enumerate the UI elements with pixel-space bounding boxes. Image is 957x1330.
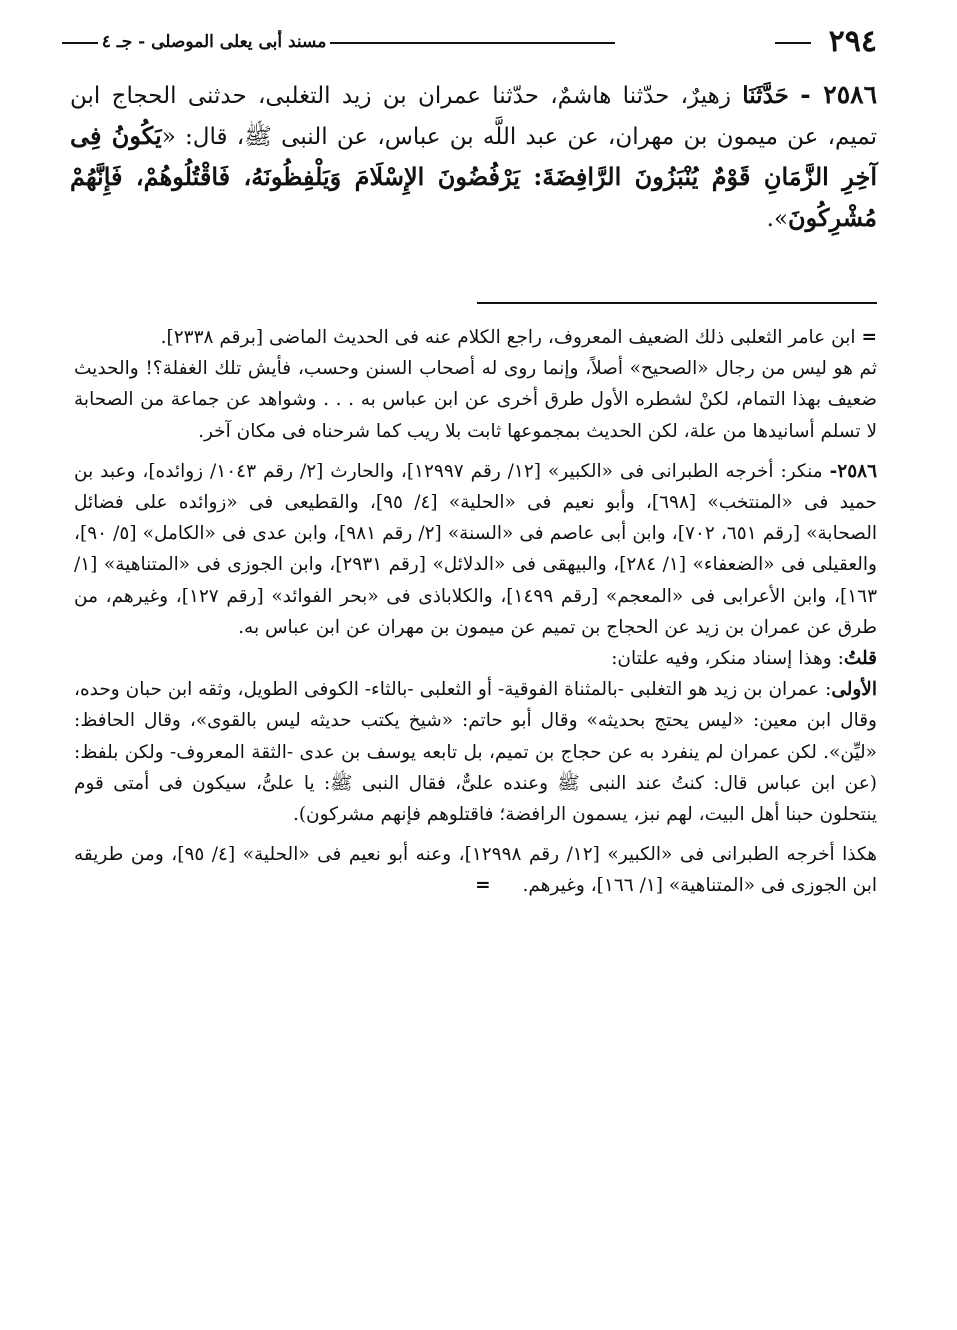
page-number: ٢٩٤ (828, 24, 877, 59)
previous-note-paragraph: ثم هو ليس من رجال «الصحيح» أصلاً، وإنما روى له أصحاب السنن وحسب، فأيش تلك الغفلة؟! والحديث ضعيف بهذا التمام، لكنْ لشطره الأول طرق أخرى عن ابن عباس به . . . وشواهد عن جماعة من الصحابة لا تسلم أسانيدها من علة، لكن الحديث بمجموعها ثابت بلا ريب كما شرحناه فى مكان آخر. (74, 358, 877, 442)
takhrij-text: منكر: أخرجه الطبرانى فى «الكبير» [١٢/ رقم ١٢٩٩٧]، والحارث [٢/ رقم ١٠٤٣/ زوائده]، وعبد بن حميد فى «المنتخب» [٦٩٨]، وأبو نعيم فى «الحلية» [٤/ ٩٥]، والقطيعى فى «زوائده على فضائل الصحابة» [رقم ٦٥١، ٧٠٢]، وابن أبى عاصم فى «السنة» [٢/ رقم ٩٨١]، وابن عدى فى «الكامل» [٥/ ٩٠]، والعقيلى فى «الضعفاء» [١/ ٢٨٤]، والبيهقى فى «الدلائل» [رقم ٢٩٣١]، وابن الجوزى فى «المتناهية» [١/ ١٦٣]، وابن الأعرابى فى «المعجم» [رقم ١٤٩٩]، والكلاباذى فى «بحر الفوائد» [رقم ١٢٧]، وغيرهم، من طرق عن عمران بن زيد عن الحجاج بن تميم عن ميمون بن مهران عن ابن عباس به. (74, 460, 878, 638)
qultu-label: قلتُ (843, 648, 877, 670)
closing-note (74, 839, 877, 901)
closing-note-text: هكذا أخرجه الطبرانى فى «الكبير» [١٢/ رقم ١٢٩٩٨]، وعنه أبو نعيم فى «الحلية» [٤/ ٩٥]، ومن طريقه ابن الجوزى فى «المتناهية» [١/ ١٦٦]، وغيرهم. (74, 844, 877, 897)
running-head (62, 22, 877, 62)
hadith-matn: يَكُونُ فِى آخِرِ الزَّمَانِ قَوْمٌ يُنْبَزُونَ الرَّافِضَةَ: يَرْفُضُونَ الإِسْلَامَ وَيَلْفِظُونَهُ، فَاقْتُلُوهُمْ، فَإِنَّهُمْ مُشْرِكُونَ (70, 121, 877, 232)
hadith-text (70, 75, 877, 239)
previous-note-line: ابن عامر الثعلبى ذلك الضعيف المعروف، راجع الكلام عنه فى الحديث الماضى [برقم ٢٣٣٨]. (160, 327, 856, 348)
takhrij-note (74, 456, 877, 830)
hadith-closing: ». (766, 206, 789, 232)
hadith-isnad: زهيرٌ، حدّثنا هاشمٌ، حدّثنا عمران بن زيد التغلبى، حدثنى الحجاج ابن تميم، عن ميمون بن مهران، عن عبد اللَّه بن عباس، عن النبى ﷺ، قال: « (70, 83, 877, 150)
hadith-number: ٢٥٨٦ - (800, 80, 877, 109)
footnotes (74, 322, 877, 911)
qultu-text: : وهذا إسناد منكر، وفيه علتان: (611, 648, 844, 670)
end-continuation-mark: = (475, 875, 491, 897)
header-rule-left (62, 42, 98, 44)
note-number: ٢٥٨٦- (829, 460, 878, 482)
continuation-mark: = (861, 327, 877, 348)
first-defect-label: الأولى (831, 679, 877, 701)
header-rule-middle (330, 42, 615, 44)
header-rule-right (775, 42, 811, 44)
first-defect-text: : عمران بن زيد هو التغلبى -بالمثناة الفوقية- أو الثعلبى -بالثاء- الكوفى الطويل، وثقه ابن حبان وحده، وقال ابن معين: «ليس يحتج بحديثه» وقال أبو حاتم: «شيخ يكتب حديثه ليس بالقوى»، وقال الحافظ: «ليِّن». لكن عمران لم ينفرد به عن حجاج بن تميم، بل تابعه يوسف بن عدى -الثقة المعروف- ولكن بلفظ: (عن ابن عباس قال: كنتُ عند النبى ﷺ وعنده علىٌّ، فقال النبى ﷺ: يا علىُّ، سيكون فى أمتى قوم ينتحلون حبنا أهل البيت، لهم نبز، يسمون الرافضة؛ فاقتلوهم فإنهم مشركون). (74, 679, 877, 826)
footnote-separator (477, 302, 877, 304)
hadith-lead: حَدَّثَنَا (742, 82, 789, 109)
book-title: مسند أبى يعلى الموصلى - جـ ٤ (101, 32, 327, 52)
previous-note-continuation (74, 322, 877, 447)
